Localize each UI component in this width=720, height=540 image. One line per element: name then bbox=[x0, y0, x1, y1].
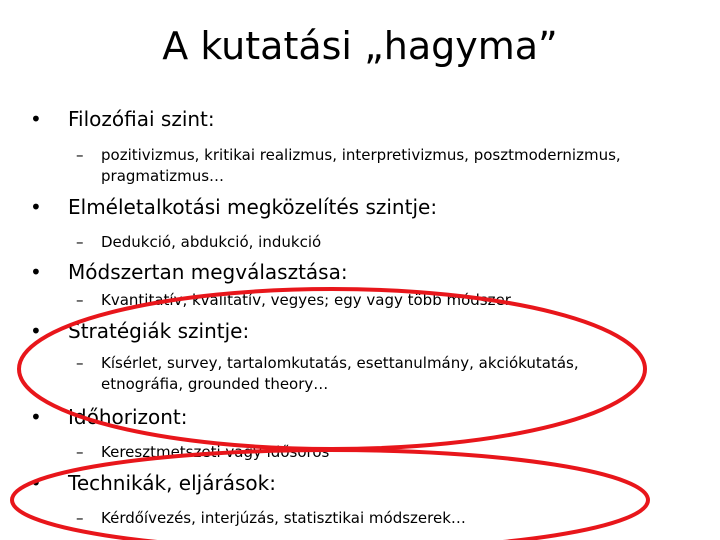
bullet-icon: • bbox=[30, 405, 42, 429]
sub-item-methodology bbox=[76, 290, 636, 311]
dash-icon: – bbox=[76, 146, 84, 164]
sub-item-strategies bbox=[76, 353, 636, 395]
dash-icon: – bbox=[76, 509, 84, 527]
bullet-item-philosophy bbox=[30, 106, 215, 132]
bullet-item-techniques bbox=[30, 470, 276, 496]
bullet-icon: • bbox=[30, 260, 42, 284]
bullet-label: Filozófiai szint: bbox=[68, 107, 215, 131]
sub-item-theory bbox=[76, 232, 636, 253]
sub-item-text: Dedukció, abdukció, indukció bbox=[101, 233, 322, 251]
bullet-item-methodology bbox=[30, 259, 348, 285]
bullet-icon: • bbox=[30, 319, 42, 343]
dash-icon: – bbox=[76, 233, 84, 251]
dash-icon: – bbox=[76, 354, 84, 372]
bullet-label: Időhorizont: bbox=[68, 405, 188, 429]
sub-item-techniques bbox=[76, 508, 636, 529]
bullet-label: Technikák, eljárások: bbox=[68, 471, 276, 495]
sub-item-text: Kísérlet, survey, tartalomkutatás, esettanulmány, akciókutatás, etnográfia, grounded theory… bbox=[101, 354, 579, 393]
bullet-label: Stratégiák szintje: bbox=[68, 319, 250, 343]
bullet-item-time-horizon bbox=[30, 404, 188, 430]
bullet-icon: • bbox=[30, 471, 42, 495]
bullet-icon: • bbox=[30, 107, 42, 131]
sub-item-philosophy bbox=[76, 145, 636, 187]
bullet-label: Elméletalkotási megközelítés szintje: bbox=[68, 195, 438, 219]
sub-item-time-horizon bbox=[76, 442, 636, 463]
dash-icon: – bbox=[76, 291, 84, 309]
sub-item-text: Keresztmetszeti vagy idősoros bbox=[101, 443, 330, 461]
sub-item-text: Kvantitatív, kvalitatív, vegyes; egy vagy több módszer bbox=[101, 291, 511, 309]
sub-item-text: Kérdőívezés, interjúzás, statisztikai módszerek… bbox=[101, 509, 466, 527]
bullet-label: Módszertan megválasztása: bbox=[68, 260, 348, 284]
bullet-item-theory bbox=[30, 194, 437, 220]
bullet-icon: • bbox=[30, 195, 42, 219]
bullet-item-strategies bbox=[30, 318, 249, 344]
dash-icon: – bbox=[76, 443, 84, 461]
sub-item-text: pozitivizmus, kritikai realizmus, interpretivizmus, posztmodernizmus, pragmatizmus… bbox=[101, 146, 621, 185]
slide-title: A kutatási „hagyma” bbox=[162, 24, 558, 68]
